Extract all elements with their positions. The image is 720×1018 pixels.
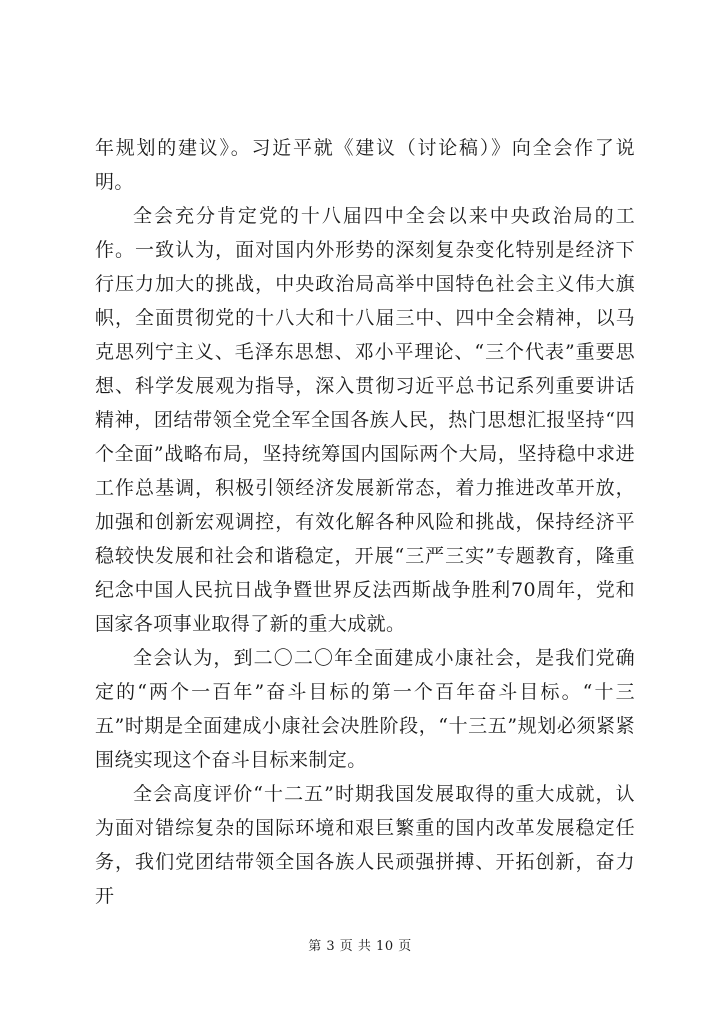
paragraph-4: 全会高度评价“十二五”时期我国发展取得的重大成就，认为面对错综复杂的国际环境和艰巨繁重的国内改革发展稳定任务，我们党团结带领全国各族人民顽强拼搏、开拓创新，奋力开 bbox=[95, 783, 635, 907]
paragraph-2: 全会充分肯定党的十八届四中全会以来中央政治局的工作。一致认为，面对国内外形势的深刻复杂变化特别是经济下行压力加大的挑战，中央政治局高举中国特色社会主义伟大旗帜，全面贯彻党的十八大和十八届三中、四中全会精神，以马克思列宁主义、毛泽东思想、邓小平理论、“三个代表”重要思想、科学发展观为指导，深入贯彻习近平总书记系列重要讲话精神，团结带领全党全军全国各族人民，热门思想汇报坚持“四个全面”战略布局，坚持统筹国内国际两个大局，坚持稳中求进工作总基调，积极引领经济发展新常态，着力推进改革开放，加强和创新宏观调控，有效化解各种风险和挑战，保持经济平稳较快发展和社会和谐稳定，开展“三严三实”专题教育，隆重纪念中国人民抗日战争暨世界反法西斯战争胜利70周年，党和国家各项事业取得了新的重大成就。 bbox=[95, 205, 635, 635]
page-footer: 第 3 页 共 10 页 bbox=[308, 939, 412, 954]
document-body bbox=[95, 131, 635, 913]
paragraph-1: 年规划的建议》。习近平就《建议（讨论稿）》向全会作了说明。 bbox=[95, 137, 635, 193]
paragraph-3: 全会认为，到二〇二〇年全面建成小康社会，是我们党确定的“两个一百年”奋斗目标的第一个百年奋斗目标。“十三五”时期是全面建成小康社会决胜阶段，“十三五”规划必须紧紧围绕实现这个奋斗目标来制定。 bbox=[95, 647, 635, 771]
